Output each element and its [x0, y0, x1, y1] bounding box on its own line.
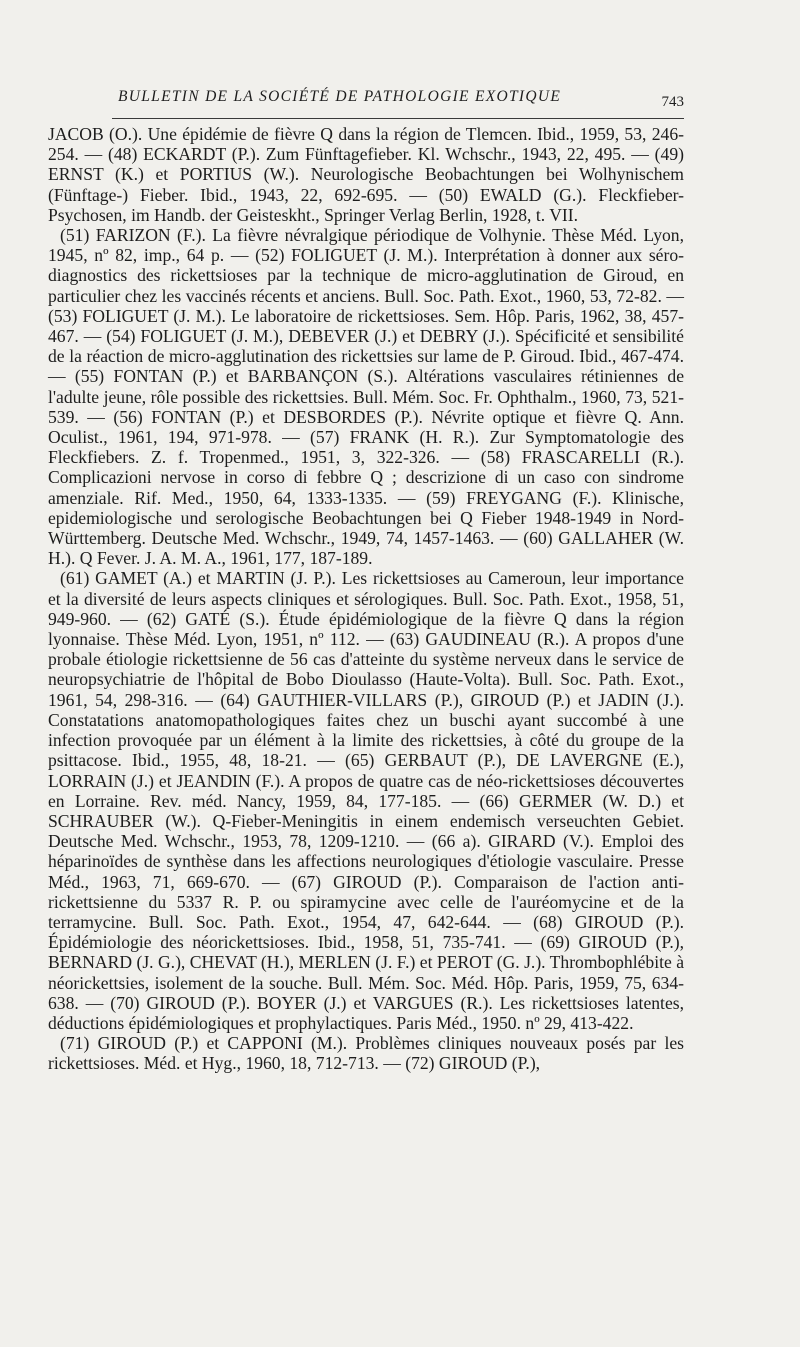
bibliography-text: [48, 124, 684, 1074]
reference-paragraph: JACOB (O.). Une épidémie de fièvre Q dans la région de Tlemcen. Ibid., 1959, 53, 246-254. — (48) ECKARDT (P.). Zum Fünftagefieber. Kl. Wchschr., 1943, 22, 495. — (49) ERNST (K.) et PORTIUS (W.). Neurologische Beobachtungen bei Wolhynischem (Fünftage-) Fieber. Ibid., 1943, 22, 692-695. — (50) EWALD (G.). Fleckfieber-Psychosen, im Handb. der Geisteskht., Springer Verlag Berlin, 1928, t. VII.: [48, 124, 684, 225]
reference-paragraph: (51) FARIZON (F.). La fièvre névralgique périodique de Volhynie. Thèse Méd. Lyon, 1945, nº 82, imp., 64 p. — (52) FOLIGUET (J. M.). Interprétation à donner aux séro-diagnostics des rickettsioses par la technique de micro-agglutination de Giroud, en particulier chez les vaccinés récents et anciens. Bull. Soc. Path. Exot., 1960, 53, 72-82. — (53) FOLIGUET (J. M.). Le laboratoire de rickettsioses. Sem. Hôp. Paris, 1962, 38, 457-467. — (54) FOLIGUET (J. M.), DEBEVER (J.) et DEBRY (J.). Spécificité et sensibilité de la réaction de micro-agglutination des rickettsies sur lame de P. Giroud. Ibid., 467-474. — (55) FONTAN (P.) et BARBANÇON (S.). Altérations vasculaires rétiniennes de l'adulte jeune, rôle possible des rickettsies. Bull. Mém. Soc. Fr. Ophthalm., 1960, 73, 521-539. — (56) FONTAN (P.) et DESBORDES (P.). Névrite optique et fièvre Q. Ann. Oculist., 1961, 194, 971-978. — (57) FRANK (H. R.). Zur Symptomatologie des Fleckfiebers. Z. f. Tropenmed., 1951, 3, 322-326. — (58) FRASCARELLI (R.). Complicazioni nervose in corso di febbre Q ; descrizione di un caso con sindrome amenziale. Rif. Med., 1950, 64, 1333-1335. — (59) FREYGANG (F.). Klinische, epidemiologische und serologische Beobachtungen bei Q Fieber 1948-1949 in Nord-Württemberg. Deutsche Med. Wchschr., 1949, 74, 1457-1463. — (60) GALLAHER (W. H.). Q Fever. J. A. M. A., 1961, 177, 187-189.: [48, 225, 684, 569]
running-title: BULLETIN DE LA SOCIÉTÉ DE PATHOLOGIE EXOTIQUE: [118, 88, 562, 105]
page-number: 743: [661, 94, 684, 110]
reference-paragraph: (61) GAMET (A.) et MARTIN (J. P.). Les rickettsioses au Cameroun, leur importance et la diversité de leurs aspects cliniques et sérologiques. Bull. Soc. Path. Exot., 1958, 51, 949-960. — (62) GATÉ (S.). Étude épidémiologique de la fièvre Q dans la région lyonnaise. Thèse Méd. Lyon, 1951, nº 112. — (63) GAUDINEAU (R.). A propos d'une probale étiologie rickettsienne de 56 cas d'atteinte du système nerveux dans le service de neuropsychiatrie de l'hôpital de Bobo Dioulasso (Haute-Volta). Bull. Soc. Path. Exot., 1961, 54, 298-316. — (64) GAUTHIER-VILLARS (P.), GIROUD (P.) et JADIN (J.). Constatations anatomopathologiques faites chez un buschi ayant succombé à une infection provoquée par un élément à la limite des rickettsies, à côté du groupe de la psittacose. Ibid., 1955, 48, 18-21. — (65) GERBAUT (P.), DE LAVERGNE (E.), LORRAIN (J.) et JEANDIN (F.). A propos de quatre cas de néo-rickettsioses découvertes en Lorraine. Rev. méd. Nancy, 1959, 84, 177-185. — (66) GERMER (W. D.) et SCHRAUBER (W.). Q-Fieber-Meningitis in einem endemisch verseuchten Gebiet. Deutsche Med. Wchschr., 1953, 78, 1209-1210. — (66 a). GIRARD (V.). Emploi des héparinoïdes de synthèse dans les affections neurologiques d'étiologie vasculaire. Presse Méd., 1963, 71, 669-670. — (67) GIROUD (P.). Comparaison de l'action anti-rickettsienne du 5337 R. P. ou spiramycine avec celle de l'auréomycine et de la terramycine. Bull. Soc. Path. Exot., 1954, 47, 642-644. — (68) GIROUD (P.). Épidémiologie des néorickettsioses. Ibid., 1958, 51, 735-741. — (69) GIROUD (P.), BERNARD (J. G.), CHEVAT (H.), MERLEN (J. F.) et PEROT (G. J.). Thrombophlébite à néorickettsies, isolement de la souche. Bull. Mém. Soc. Méd. Hôp. Paris, 1959, 75, 634-638. — (70) GIROUD (P.). BOYER (J.) et VARGUES (R.). Les rickettsioses latentes, déductions épidémiologiques et prophylactiques. Paris Méd., 1950. nº 29, 413-422.: [48, 568, 685, 1033]
reference-paragraph: (71) GIROUD (P.) et CAPPONI (M.). Problèmes cliniques nouveaux posés par les rickettsioses. Méd. et Hyg., 1960, 18, 712-713. — (72) GIROUD (P.),: [48, 1033, 684, 1074]
header-rule: [112, 118, 684, 119]
